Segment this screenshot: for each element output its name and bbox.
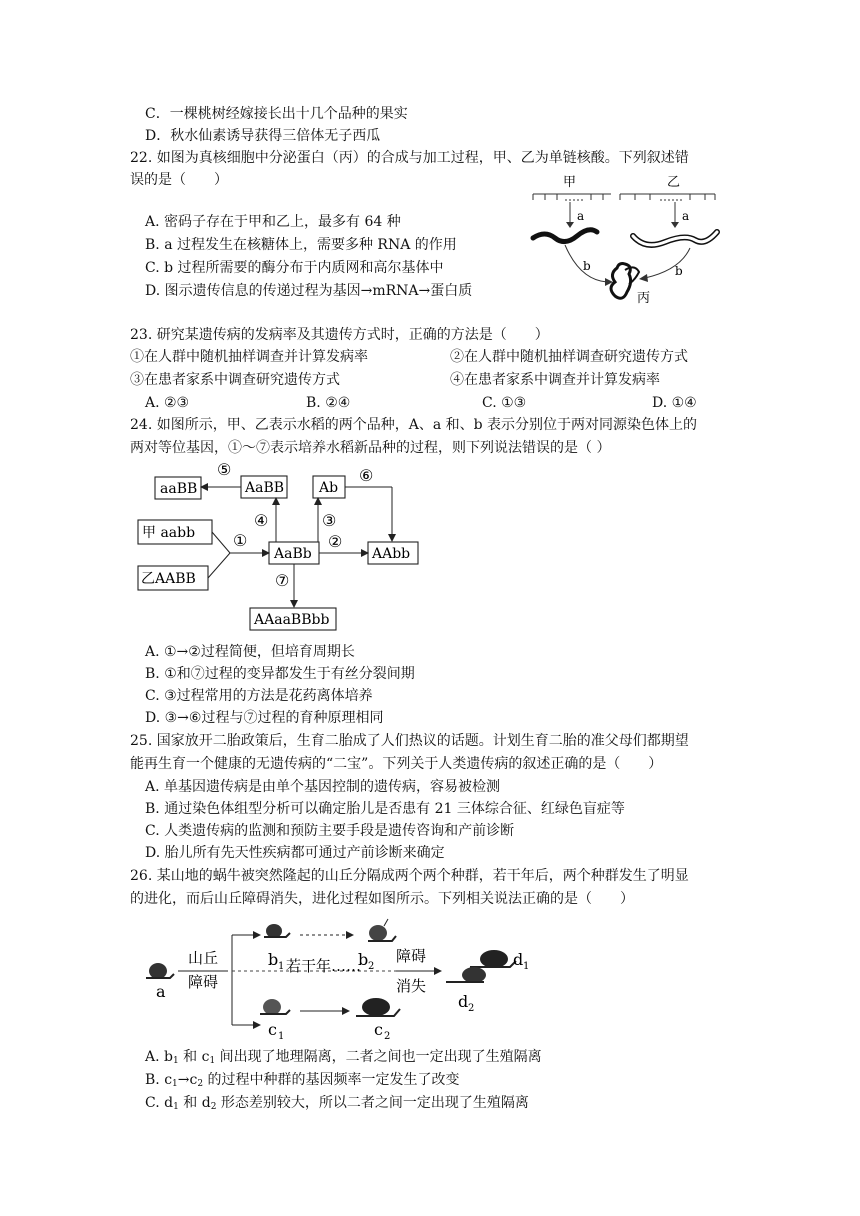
num-1: ① — [233, 531, 248, 550]
box-jia: 甲 aabb — [142, 525, 196, 541]
sub-c1: 1 — [278, 1031, 285, 1042]
sub-d1: 1 — [523, 961, 530, 972]
label-bing: 丙 — [637, 291, 651, 306]
q26-figure — [140, 915, 560, 1043]
q22-option-c: C. b 过程所需要的酶分布于内质网和高尔基体中 — [145, 260, 444, 276]
q23-option-b: B. ②④ — [306, 395, 351, 411]
q22-option-b: B. a 过程发生在核糖体上，需要多种 RNA 的作用 — [145, 237, 457, 253]
label-d1: d — [513, 950, 524, 969]
option-c-prev: C．一棵桃树经嫁接长出十几个品种的果实 — [145, 106, 408, 122]
option-d-prev: D．秋水仙素诱导获得三倍体无子西瓜 — [145, 128, 381, 144]
label-jia: 甲 — [563, 175, 577, 190]
num-6: ⑥ — [359, 466, 374, 485]
q25-option-a: A. 单基因遗传病是由单个基因控制的遗传病，容易被检测 — [145, 779, 501, 795]
box-AaBB: AaBB — [245, 480, 285, 496]
q23-option-c: C. ①③ — [482, 395, 527, 411]
label-c2: c — [374, 1020, 383, 1039]
q25-stem-line2: 能再生育一个健康的无遗传病的“二宝”。下列关于人类遗传病的叙述正确的是（ ） — [130, 756, 663, 772]
sub-c2: 2 — [384, 1031, 391, 1042]
sub-d2: 2 — [468, 1003, 475, 1014]
q26-stem-line2: 的进化，而后山丘障碍消失，进化过程如图所示。下列相关说法正确的是（ ） — [130, 891, 634, 907]
q22-option-d: D. 图示遗传信息的传递过程为基因→mRNA→蛋白质 — [145, 283, 473, 299]
q24-option-c: C. ③过程常用的方法是花药离体培养 — [145, 688, 373, 704]
box-AaBb: AaBb — [274, 546, 312, 562]
q22-stem-line1: 22. 如图为真核细胞中分泌蛋白（丙）的合成与加工过程，甲、乙为单链核酸。下列叙述错 — [130, 150, 689, 166]
q24-stem-line1: 24. 如图所示，甲、乙表示水稻的两个品种，A、a 和、b 表示分别位于两对同源染色体上的 — [130, 417, 698, 433]
label-zhangai2: 障碍 — [396, 947, 427, 965]
label-b2: b — [675, 264, 683, 278]
label-a2: a — [682, 209, 690, 223]
q24-figure — [130, 462, 430, 642]
label-ruogannian: 若干年…… — [286, 957, 362, 975]
box-AAaaBBbb: AAaaBBbb — [254, 612, 330, 628]
q24-option-a: A. ①→②过程简便，但培育周期长 — [145, 644, 355, 660]
label-b1: b — [583, 259, 591, 273]
sub-b1: 1 — [278, 961, 285, 972]
box-Ab: Ab — [319, 480, 339, 496]
label-a: a — [156, 982, 166, 1001]
label-a1: a — [577, 209, 585, 223]
q23-item-4: ④在患者家系中调查并计算发病率 — [450, 372, 660, 388]
q24-option-b: B. ①和⑦过程的变异都发生于有丝分裂间期 — [145, 666, 415, 682]
q25-option-b: B. 通过染色体组型分析可以确定胎儿是否患有 21 三体综合征、红绿色盲症等 — [145, 801, 625, 817]
sub-b2: 2 — [368, 961, 375, 972]
q23-option-d: D. ①④ — [652, 395, 697, 411]
label-c1: c — [268, 1020, 277, 1039]
q25-option-d: D. 胎儿所有先天性疾病都可通过产前诊断来确定 — [145, 845, 445, 861]
q23-option-a: A. ②③ — [145, 395, 190, 411]
q23-stem: 23. 研究某遗传病的发病率及其遗传方式时，正确的方法是（ ） — [130, 327, 549, 343]
box-aaBB: aaBB — [160, 481, 198, 497]
box-yi: 乙AABB — [141, 571, 196, 587]
label-zhangai: 障碍 — [188, 973, 219, 991]
num-5: ⑤ — [217, 462, 232, 479]
num-3: ③ — [322, 511, 337, 530]
label-d2: d — [458, 992, 469, 1011]
q22-figure — [525, 170, 730, 315]
num-2: ② — [328, 532, 343, 551]
label-b1: b — [268, 950, 279, 969]
q26-option-a: A. $b_1$ 和 $c_1$ 间出现了地理隔离，二者之间也一定出现了生殖隔离 — [145, 1049, 542, 1066]
q24-option-d: D. ③→⑥过程与⑦过程的育种原理相同 — [145, 710, 384, 726]
q25-stem-line1: 25. 国家放开二胎政策后，生育二胎成了人们热议的话题。计划生育二胎的准父母们都期望 — [130, 733, 689, 749]
q22-stem-line2: 误的是（ ） — [130, 172, 228, 188]
label-yi: 乙 — [667, 175, 681, 190]
q23-item-1: ①在人群中随机抽样调查并计算发病率 — [130, 349, 368, 365]
q24-stem-line2: 两对等位基因，①～⑦表示培养水稻新品种的过程，则下列说法错误的是（ ） — [130, 440, 611, 456]
num-7: ⑦ — [275, 571, 290, 590]
label-xiaoshi: 消失 — [396, 977, 427, 995]
q26-stem-line1: 26. 某山地的蜗牛被突然隆起的山丘分隔成两个两个种群，若干年后，两个种群发生了明显 — [130, 868, 689, 884]
label-b2: b — [358, 950, 369, 969]
q23-item-3: ③在患者家系中调查研究遗传方式 — [130, 372, 340, 388]
label-shanqiu: 山丘 — [188, 949, 219, 967]
num-4: ④ — [254, 511, 269, 530]
q22-option-a: A. 密码子存在于甲和乙上，最多有 64 种 — [145, 214, 401, 230]
q25-option-c: C. 人类遗传病的监测和预防主要手段是遗传咨询和产前诊断 — [145, 823, 515, 839]
q23-item-2: ②在人群中随机抽样调查研究遗传方式 — [450, 349, 688, 365]
box-AAbb: AAbb — [372, 546, 411, 562]
q26-option-b: B. $c_1\to c_2$ 的过程中种群的基因频率一定发生了改变 — [145, 1072, 460, 1089]
q26-option-c: C. $d_1$ 和 $d_2$ 形态差别较大，所以二者之间一定出现了生殖隔离 — [145, 1095, 529, 1112]
